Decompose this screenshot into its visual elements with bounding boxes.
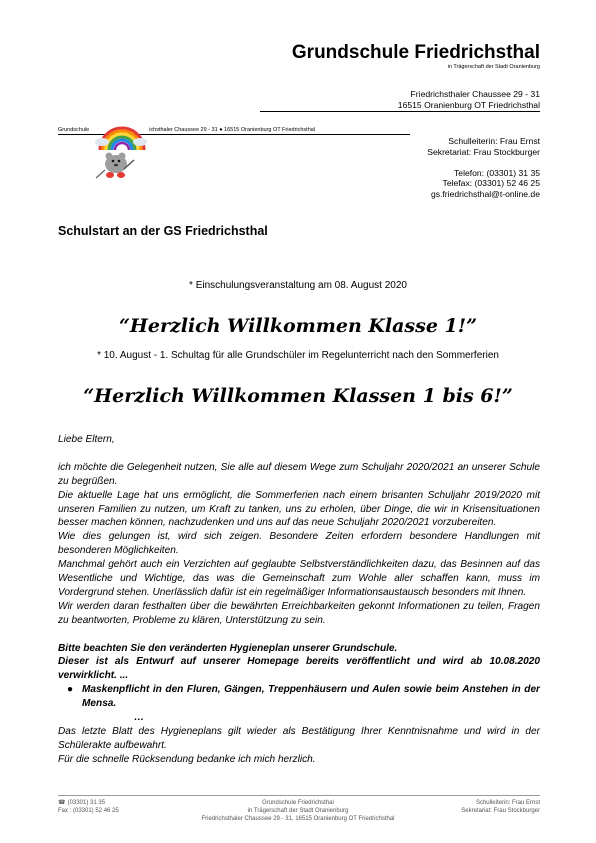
footer-staff: [461, 799, 540, 815]
return-address-right: ichsthaler Chaussee 29 - 31 ● 16515 Oranienburg OT Friedrichsthal: [149, 127, 316, 133]
page-heading: Schulstart an der GS Friedrichsthal: [58, 224, 268, 238]
footer-school-sub: in Trägerschaft der Stadt Oranienburg: [247, 808, 349, 814]
phone-number: Telefon: (03301) 31 35: [454, 167, 540, 178]
email-address: gs.friedrichsthal@t-online.de: [430, 188, 540, 199]
address-city: 16515 Oranienburg OT Friedrichsthal: [397, 99, 540, 110]
footer-divider: [58, 795, 540, 796]
footer-phone: (03301) 31 35: [67, 800, 106, 806]
paragraph: Manchmal gehört auch ein Verzichten auf geglaubte Selbstverständlichkeiten dazu, das Besinnen auf das Wesentliche und Wichtige, das was die Gemeinschaft zum Wohle aller schaffen kann, muss im Vordergrund stehen. Unerlässlich dafür ist ein regelmäßiger Informationsaustausch besonders mit Ihnen.: [58, 559, 540, 598]
bullet-text: Maskenpflicht in den Fluren, Gängen, Treppenhäusern und Aulen sowie beim Anstehen in der Mensa.: [82, 684, 540, 710]
paragraph: Die aktuelle Lage hat uns ermöglicht, die Sommerferien nach einem brisanten Schuljahr 2019/2020 mit unseren Familien zu nutzen, um Kraft zu tanken, uns zu erholen, über Dinge, die wir in Krisensituationen besser machen können, nachzudenken und uns auf das neue Schuljahr 2020/2021 vorzubereiten.: [58, 489, 540, 529]
principal: Schulleiterin: Frau Ernst: [448, 136, 540, 146]
phone-icon: ☎: [58, 800, 66, 806]
footer-principal: Schulleiterin: Frau Ernst: [475, 800, 540, 806]
welcome-classes-1-6: “Herzlich Willkommen Klassen 1 bis 6!”: [83, 385, 513, 407]
ellipsis: …: [134, 712, 145, 724]
footer-secretary: Sekretariat: Frau Stockburger: [461, 808, 540, 814]
salutation: Liebe Eltern,: [58, 434, 115, 445]
school-address: [260, 89, 540, 112]
hygiene-plan-info: Dieser ist als Entwurf auf unserer Homepage bereits veröffentlicht und wird ab 10.08.2020 verwirklicht. ...: [58, 656, 540, 682]
address-street: Friedrichsthaler Chaussee 29 - 31: [410, 89, 540, 99]
letter-body: [58, 433, 540, 767]
footer-fax: Fax : (03301) 52 46 25: [58, 808, 119, 814]
footer-school-name: Grundschule Friedrichsthal: [262, 800, 334, 806]
secretary: Sekretariat: Frau Stockburger: [427, 146, 540, 157]
list-item: [58, 683, 540, 711]
fax-number: Telefax: (03301) 52 46 25: [442, 178, 540, 188]
paragraph: Wir werden daran festhalten über die bewährten Erreichbarkeiten gekonnt Informationen zu teilen, Fragen zu beantworten, Probleme zu klären, Unterstützung zu sein.: [58, 600, 540, 626]
school-name: Grundschule Friedrichsthal: [291, 42, 540, 63]
bullet-icon: ●: [66, 684, 74, 696]
return-address-left: Grundschule: [58, 127, 90, 133]
school-subtitle: in Trägerschaft der Stadt Oranienburg: [447, 64, 540, 70]
paragraph: Wie dies gelungen ist, wird sich zeigen. Besondere Zeiten erfordern besondere Handlungen mit besonderen Möglichkeiten.: [58, 531, 540, 557]
event-enrollment: * Einschulungsveranstaltung am 08. August 2020: [189, 280, 407, 291]
school-mascot-logo-icon: [88, 120, 152, 186]
welcome-class-1: “Herzlich Willkommen Klasse 1!”: [118, 315, 478, 337]
paragraph: ich möchte die Gelegenheit nutzen, Sie alle auf diesem Wege zum Schuljahr 2020/2021 an unserer Schule zu begrüßen.: [58, 461, 540, 487]
paragraph: Das letzte Blatt des Hygieneplans gilt wieder als Bestätigung Ihrer Kenntnisnahme und wird in der Schülerakte aufbewahrt.: [58, 726, 540, 751]
hygiene-notice: Bitte beachten Sie den veränderten Hygieneplan unserer Grundschule.: [58, 642, 398, 654]
paragraph: Für die schnelle Rücksendung bedanke ich mich herzlich.: [58, 753, 316, 765]
footer-school-address: Friedrichsthaler Chaussee 29 - 31, 16515 Oranienburg OT Friedrichsthal: [201, 816, 395, 822]
contact-block: [330, 136, 540, 199]
event-first-school-day: * 10. August - 1. Schultag für alle Grundschüler im Regelunterricht nach den Sommerferien: [97, 350, 499, 361]
